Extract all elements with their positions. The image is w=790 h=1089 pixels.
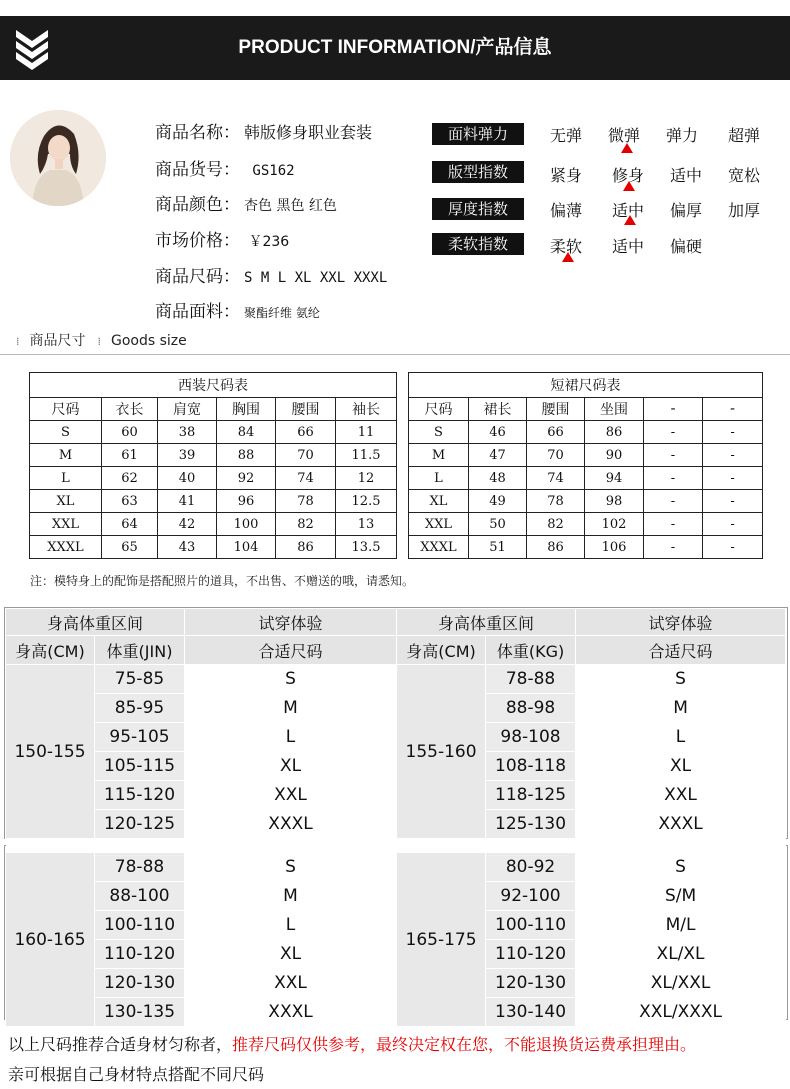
trial-header: 试穿体验: [185, 609, 397, 636]
table-cell: -: [644, 536, 703, 559]
table-cell: 106: [585, 536, 644, 559]
table-row: [30, 421, 397, 444]
column-header: 尺码: [30, 398, 102, 421]
table-cell: 86: [276, 536, 336, 559]
stretch-option: 微弹: [607, 126, 640, 145]
column-header: 胸围: [217, 398, 276, 421]
table-cell: 70: [276, 444, 336, 467]
table-cell: -: [644, 467, 703, 490]
size-cell: XXXL: [185, 998, 397, 1027]
size-cell: XL: [185, 940, 397, 969]
column-header: 衣长: [102, 398, 158, 421]
table-cell: 47: [469, 444, 527, 467]
skirt-size-table: [408, 372, 763, 559]
table-row: [409, 536, 763, 559]
weight-range-cell: 85-95: [95, 694, 185, 723]
suit-table-caption: 西装尺码表: [30, 373, 397, 398]
skirt-table-header: [409, 398, 763, 421]
weight-range-cell: 118-125: [486, 781, 576, 810]
height-range-cell: 160-165: [6, 853, 95, 1027]
table-row: [6, 998, 786, 1027]
product-price-label: 市场价格：: [155, 231, 240, 251]
table-cell: -: [644, 490, 703, 513]
table-row: [6, 810, 786, 839]
table-cell: 86: [527, 536, 585, 559]
table-cell: 13: [336, 513, 397, 536]
table-cell: 51: [469, 536, 527, 559]
thickness-option: 适中: [611, 201, 644, 220]
table-cell: 12: [336, 467, 397, 490]
size-cell: XXL: [185, 781, 397, 810]
size-cell: XL/XL: [576, 940, 786, 969]
table-cell: XXXL: [409, 536, 469, 559]
column-header: 腰围: [276, 398, 336, 421]
table-cell: 78: [527, 490, 585, 513]
table-cell: -: [644, 513, 703, 536]
table-cell: 13.5: [336, 536, 397, 559]
table-cell: 70: [527, 444, 585, 467]
size-cell: XXL: [185, 969, 397, 998]
weight-range-cell: 110-120: [486, 940, 576, 969]
accessory-note: 注：模特身上的配饰是搭配照片的道具，不出售、不赠送的哦，请悉知。: [30, 574, 415, 588]
table-cell: 41: [158, 490, 217, 513]
size-cell: M: [185, 694, 397, 723]
weight-range-cell: 88-98: [486, 694, 576, 723]
column-header: 身高(CM): [397, 636, 486, 665]
column-header: -: [703, 398, 763, 421]
table-row: [409, 467, 763, 490]
table-cell: 98: [585, 490, 644, 513]
size-cell: S: [576, 665, 786, 694]
size-cell: XXXL: [185, 810, 397, 839]
table-row: [409, 513, 763, 536]
product-fabric-row: [155, 297, 320, 322]
fit-option: 适中: [669, 166, 702, 185]
size-cell: XL: [185, 752, 397, 781]
page-title: PRODUCT INFORMATION/产品信息: [238, 37, 552, 58]
footer-disclaimer: [8, 1032, 696, 1055]
fit-option: 宽松: [727, 166, 760, 185]
table-row: [6, 781, 786, 810]
table-cell: 50: [469, 513, 527, 536]
table-cell: 92: [217, 467, 276, 490]
column-header: 身高(CM): [6, 636, 95, 665]
table-row: [409, 421, 763, 444]
separator-icon: ⁞: [97, 335, 101, 348]
goods-size-heading: [10, 330, 187, 350]
table-cell: 96: [217, 490, 276, 513]
table-cell: 66: [527, 421, 585, 444]
table-cell: 42: [158, 513, 217, 536]
thickness-option: 偏薄: [549, 201, 582, 220]
table-cell: 66: [276, 421, 336, 444]
weight-range-cell: 115-120: [95, 781, 185, 810]
table-cell: XL: [30, 490, 102, 513]
stretch-option: 弹力: [665, 126, 698, 145]
product-price-row: [155, 226, 289, 251]
table-cell: 12.5: [336, 490, 397, 513]
column-header: 体重(JIN): [95, 636, 185, 665]
table-row: [30, 467, 397, 490]
softness-option: 适中: [611, 237, 644, 256]
table-row: [409, 444, 763, 467]
column-header: 坐围: [585, 398, 644, 421]
table-cell: -: [703, 444, 763, 467]
table-cell: 60: [102, 421, 158, 444]
goods-size-en: Goods size: [111, 333, 187, 349]
weight-range-cell: 120-130: [486, 969, 576, 998]
table-cell: 82: [527, 513, 585, 536]
weight-range-cell: 120-125: [95, 810, 185, 839]
softness-selected-marker: [562, 252, 574, 262]
weight-range-cell: 130-135: [95, 998, 185, 1027]
footer-warning: 推荐尺码仅供参考，最终决定权在您，不能退换货运费承担理由。: [232, 1035, 697, 1054]
product-size-value: S M L XL XXL XXXL: [244, 270, 388, 286]
table-cell: -: [703, 467, 763, 490]
footer-text: 以上尺码推荐合适身材匀称者，: [8, 1035, 233, 1054]
stretch-index-label: 面料弹力: [432, 123, 524, 145]
size-cell: S: [185, 665, 397, 694]
table-cell: 48: [469, 467, 527, 490]
table-cell: -: [644, 421, 703, 444]
column-header: 肩宽: [158, 398, 217, 421]
product-fabric-value: 聚酯纤维 氨纶: [244, 306, 320, 320]
weight-range-cell: 88-100: [95, 882, 185, 911]
product-sku-value: GS162: [244, 163, 295, 179]
table-cell: -: [703, 421, 763, 444]
goods-size-cn: 商品尺寸: [29, 333, 86, 349]
table-row: [30, 513, 397, 536]
stretch-option: 超弹: [727, 126, 760, 145]
weight-range-cell: 95-105: [95, 723, 185, 752]
table-row: [30, 536, 397, 559]
table-cell: 84: [217, 421, 276, 444]
column-header: -: [644, 398, 703, 421]
table-cell: 86: [585, 421, 644, 444]
product-size-label: 商品尺码：: [155, 267, 240, 287]
size-cell: XL/XXL: [576, 969, 786, 998]
fit-option: 紧身: [549, 166, 582, 185]
table-cell: 100: [217, 513, 276, 536]
skirt-table-caption: 短裙尺码表: [409, 373, 763, 398]
fit-index-label: 版型指数: [432, 161, 524, 183]
product-color-label: 商品颜色：: [155, 195, 240, 215]
weight-range-cell: 98-108: [486, 723, 576, 752]
weight-range-cell: 108-118: [486, 752, 576, 781]
thickness-option: 偏厚: [669, 201, 702, 220]
table-cell: XXL: [30, 513, 102, 536]
softness-index-label: 柔软指数: [432, 233, 524, 255]
weight-range-cell: 100-110: [486, 911, 576, 940]
separator-icon: ⁞: [16, 335, 20, 348]
table-cell: L: [30, 467, 102, 490]
table-cell: -: [644, 444, 703, 467]
table-cell: 94: [585, 467, 644, 490]
softness-option: 偏硬: [669, 237, 702, 256]
size-cell: S/M: [576, 882, 786, 911]
column-header: 体重(KG): [486, 636, 576, 665]
table-cell: -: [703, 536, 763, 559]
weight-range-cell: 75-85: [95, 665, 185, 694]
table-cell: 40: [158, 467, 217, 490]
table-cell: S: [409, 421, 469, 444]
table-cell: S: [30, 421, 102, 444]
size-cell: M: [185, 882, 397, 911]
weight-range-cell: 80-92: [486, 853, 576, 882]
product-fabric-label: 商品面料：: [155, 302, 240, 322]
suit-table-header: [30, 398, 397, 421]
table-row: [6, 911, 786, 940]
group-header: 身高体重区间: [6, 609, 185, 636]
table-cell: XL: [409, 490, 469, 513]
table-cell: 46: [469, 421, 527, 444]
group-header: 身高体重区间: [397, 609, 576, 636]
table-row: [6, 940, 786, 969]
weight-range-cell: 110-120: [95, 940, 185, 969]
table-row: [30, 444, 397, 467]
table-cell: L: [409, 467, 469, 490]
height-range-cell: 155-160: [397, 665, 486, 839]
thickness-index-label: 厚度指数: [432, 198, 524, 220]
product-size-row: [155, 262, 387, 287]
thickness-option: 加厚: [727, 201, 760, 220]
stretch-option: 无弹: [549, 126, 582, 145]
table-row: [30, 490, 397, 513]
table-cell: 88: [217, 444, 276, 467]
table-cell: 64: [102, 513, 158, 536]
table-cell: XXXL: [30, 536, 102, 559]
size-cell: M/L: [576, 911, 786, 940]
table-cell: 39: [158, 444, 217, 467]
table-cell: -: [703, 490, 763, 513]
size-cell: L: [185, 723, 397, 752]
table-cell: 74: [276, 467, 336, 490]
size-cell: L: [185, 911, 397, 940]
table-row: [6, 665, 786, 694]
column-header: 尺码: [409, 398, 469, 421]
size-cell: XXL: [576, 781, 786, 810]
table-cell: 11.5: [336, 444, 397, 467]
product-name-row: [155, 118, 372, 143]
weight-range-cell: 120-130: [95, 969, 185, 998]
table-cell: 78: [276, 490, 336, 513]
product-name-label: 商品名称：: [155, 123, 240, 143]
table-cell: 61: [102, 444, 158, 467]
table-cell: 90: [585, 444, 644, 467]
stretch-selected-marker: [621, 143, 633, 153]
table-cell: 63: [102, 490, 158, 513]
product-price-value: ￥236: [244, 234, 290, 250]
table-row: [6, 853, 786, 882]
size-cell: XXL/XXXL: [576, 998, 786, 1027]
thickness-selected-marker: [624, 215, 636, 225]
table-row: [6, 694, 786, 723]
table-cell: 74: [527, 467, 585, 490]
size-cell: S: [185, 853, 397, 882]
product-color-row: [155, 190, 337, 215]
table-row: [409, 490, 763, 513]
fit-option: 修身: [611, 166, 644, 185]
trial-header: 试穿体验: [576, 609, 786, 636]
size-cell: M: [576, 694, 786, 723]
table-cell: 38: [158, 421, 217, 444]
size-cell: XL: [576, 752, 786, 781]
table-cell: 102: [585, 513, 644, 536]
table-cell: 43: [158, 536, 217, 559]
weight-range-cell: 125-130: [486, 810, 576, 839]
table-cell: 104: [217, 536, 276, 559]
weight-range-cell: 100-110: [95, 911, 185, 940]
table-row: [6, 969, 786, 998]
softness-option: 柔软: [549, 237, 582, 256]
fit-selected-marker: [623, 181, 635, 191]
weight-range-cell: 78-88: [95, 853, 185, 882]
table-cell: M: [409, 444, 469, 467]
weight-range-cell: 92-100: [486, 882, 576, 911]
table-cell: -: [703, 513, 763, 536]
table-cell: 65: [102, 536, 158, 559]
column-header: 袖长: [336, 398, 397, 421]
table-row: [6, 882, 786, 911]
weight-range-cell: 105-115: [95, 752, 185, 781]
column-header: 腰围: [527, 398, 585, 421]
height-range-cell: 150-155: [6, 665, 95, 839]
table-cell: XXL: [409, 513, 469, 536]
fit-table: [5, 608, 786, 1027]
column-header: 合适尺码: [185, 636, 397, 665]
table-cell: 82: [276, 513, 336, 536]
table-cell: 62: [102, 467, 158, 490]
table-cell: M: [30, 444, 102, 467]
height-range-cell: 165-175: [397, 853, 486, 1027]
table-row: [6, 723, 786, 752]
product-name-value: 韩版修身职业套装: [244, 123, 373, 142]
size-cell: L: [576, 723, 786, 752]
weight-range-cell: 130-140: [486, 998, 576, 1027]
footer-tip: 亲可根据自己身材特点搭配不同尺码: [8, 1065, 265, 1084]
column-header: 合适尺码: [576, 636, 786, 665]
weight-range-cell: 78-88: [486, 665, 576, 694]
suit-size-table: [29, 372, 397, 559]
product-sku-label: 商品货号：: [155, 160, 240, 180]
product-color-value: 杏色 黑色 红色: [244, 198, 337, 214]
column-header: 裙长: [469, 398, 527, 421]
table-cell: 11: [336, 421, 397, 444]
table-cell: 49: [469, 490, 527, 513]
size-cell: XXXL: [576, 810, 786, 839]
model-photo: [10, 110, 106, 206]
size-cell: S: [576, 853, 786, 882]
product-sku-row: [155, 155, 295, 180]
table-row: [6, 752, 786, 781]
